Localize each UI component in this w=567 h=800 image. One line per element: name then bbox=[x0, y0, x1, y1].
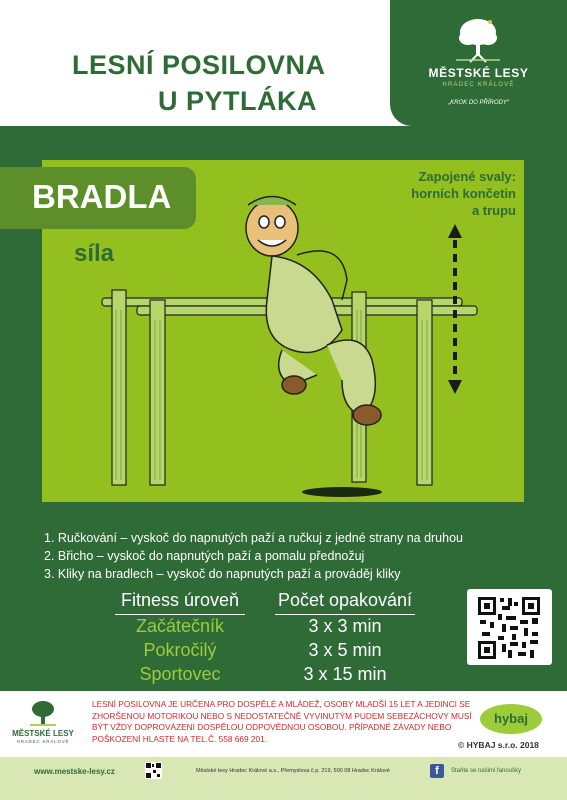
footer-logo-city: HRADEC KRÁLOVÉ bbox=[16, 739, 70, 744]
hybaj-logo[interactable]: hybaj bbox=[480, 704, 542, 734]
level-cell: Sportovec bbox=[139, 664, 221, 684]
header-divider bbox=[115, 614, 245, 615]
arrow-up-down-icon bbox=[445, 224, 465, 394]
small-qr-code[interactable] bbox=[145, 762, 162, 779]
muscles-line: a trupu bbox=[471, 203, 516, 218]
reps-cell: 3 x 15 min bbox=[303, 664, 387, 684]
facebook-icon[interactable]: f bbox=[430, 764, 444, 778]
exercise-name: BRADLA bbox=[32, 178, 172, 215]
mestske-lesy-logo[interactable] bbox=[390, 0, 567, 126]
facebook-link[interactable]: Staňte se našimi fanoušky bbox=[451, 768, 522, 774]
logo-org-name: MĚSTSKÉ LESY bbox=[428, 66, 529, 80]
instruction-item: 3. Kliky na bradlech – vyskoč do napnutých paží a prováděj kliky bbox=[44, 567, 401, 581]
table-row bbox=[110, 664, 430, 688]
level-cell: Pokročilý bbox=[143, 640, 217, 660]
header-divider bbox=[275, 614, 415, 615]
qr-code[interactable] bbox=[467, 589, 552, 665]
level-cell: Začátečník bbox=[135, 616, 225, 636]
logo-tagline: „KROK DO PŘÍRODY“ bbox=[448, 100, 509, 106]
qr-code-icon bbox=[467, 589, 552, 665]
bottom-bar bbox=[0, 757, 567, 800]
reps-cell: 3 x 3 min bbox=[308, 616, 382, 636]
table-row bbox=[110, 616, 430, 640]
table-row bbox=[110, 640, 430, 664]
table-header-reps: Počet opakování bbox=[277, 590, 413, 610]
table-header-row bbox=[110, 590, 430, 614]
table-header-level: Fitness úroveň bbox=[120, 590, 240, 610]
safety-warning: LESNÍ POSILOVNA JE URČENA PRO DOSPĚLÉ A MLÁDEŽ, OSOBY MLADŠÍ 15 LET A JEDINCI SE ZHORŠENOU MOTORIKOU NEBO S NEDOSTATEČNĚ VYVINUTÝM PUDEM SEBEZÁCHOVY MUSÍ BÝT VŽDY DOPROVÁZENI DOSPĚLOU ODPOVĚDNOU OSOBOU. PŘÍPADNÉ ZÁVADY NEBO POŠKOZENÍ HLASTE NA TEL.Č. 558 669 201. bbox=[92, 699, 472, 744]
instruction-item: 1. Ručkování – vyskoč do napnutých paží a ručkuj z jedné strany na druhou bbox=[44, 531, 463, 545]
reps-cell: 3 x 5 min bbox=[308, 640, 382, 660]
website-link[interactable]: www.mestske-lesy.cz bbox=[34, 767, 115, 776]
page-title-line1: LESNÍ POSILOVNA bbox=[72, 50, 326, 80]
footer-logo-org: MĚSTSKÉ LESY bbox=[12, 729, 74, 738]
muscles-used bbox=[370, 168, 516, 219]
qr-code-icon bbox=[145, 762, 162, 779]
logo-city-name: HRADEC KRÁLOVÉ bbox=[442, 82, 515, 88]
exercise-category: síla bbox=[74, 240, 115, 267]
company-address: Městské lesy Hradec Králové a.s., Přemyslova č.p. 219, 500 08 Hradec Králové bbox=[196, 768, 390, 774]
page-title-line2: U PYTLÁKA bbox=[158, 86, 317, 116]
tree-logo-icon bbox=[448, 14, 508, 64]
instruction-item: 2. Břicho – vyskoč do napnutých paží a pomalu přednožuj bbox=[44, 549, 365, 563]
tree-logo-icon bbox=[26, 698, 60, 728]
muscles-line: horních končetin bbox=[411, 186, 516, 201]
muscles-line: Zapojené svaly: bbox=[418, 169, 516, 184]
copyright: © HYBAJ s.r.o. 2018 bbox=[458, 740, 539, 750]
exercise-instructions bbox=[44, 529, 544, 583]
